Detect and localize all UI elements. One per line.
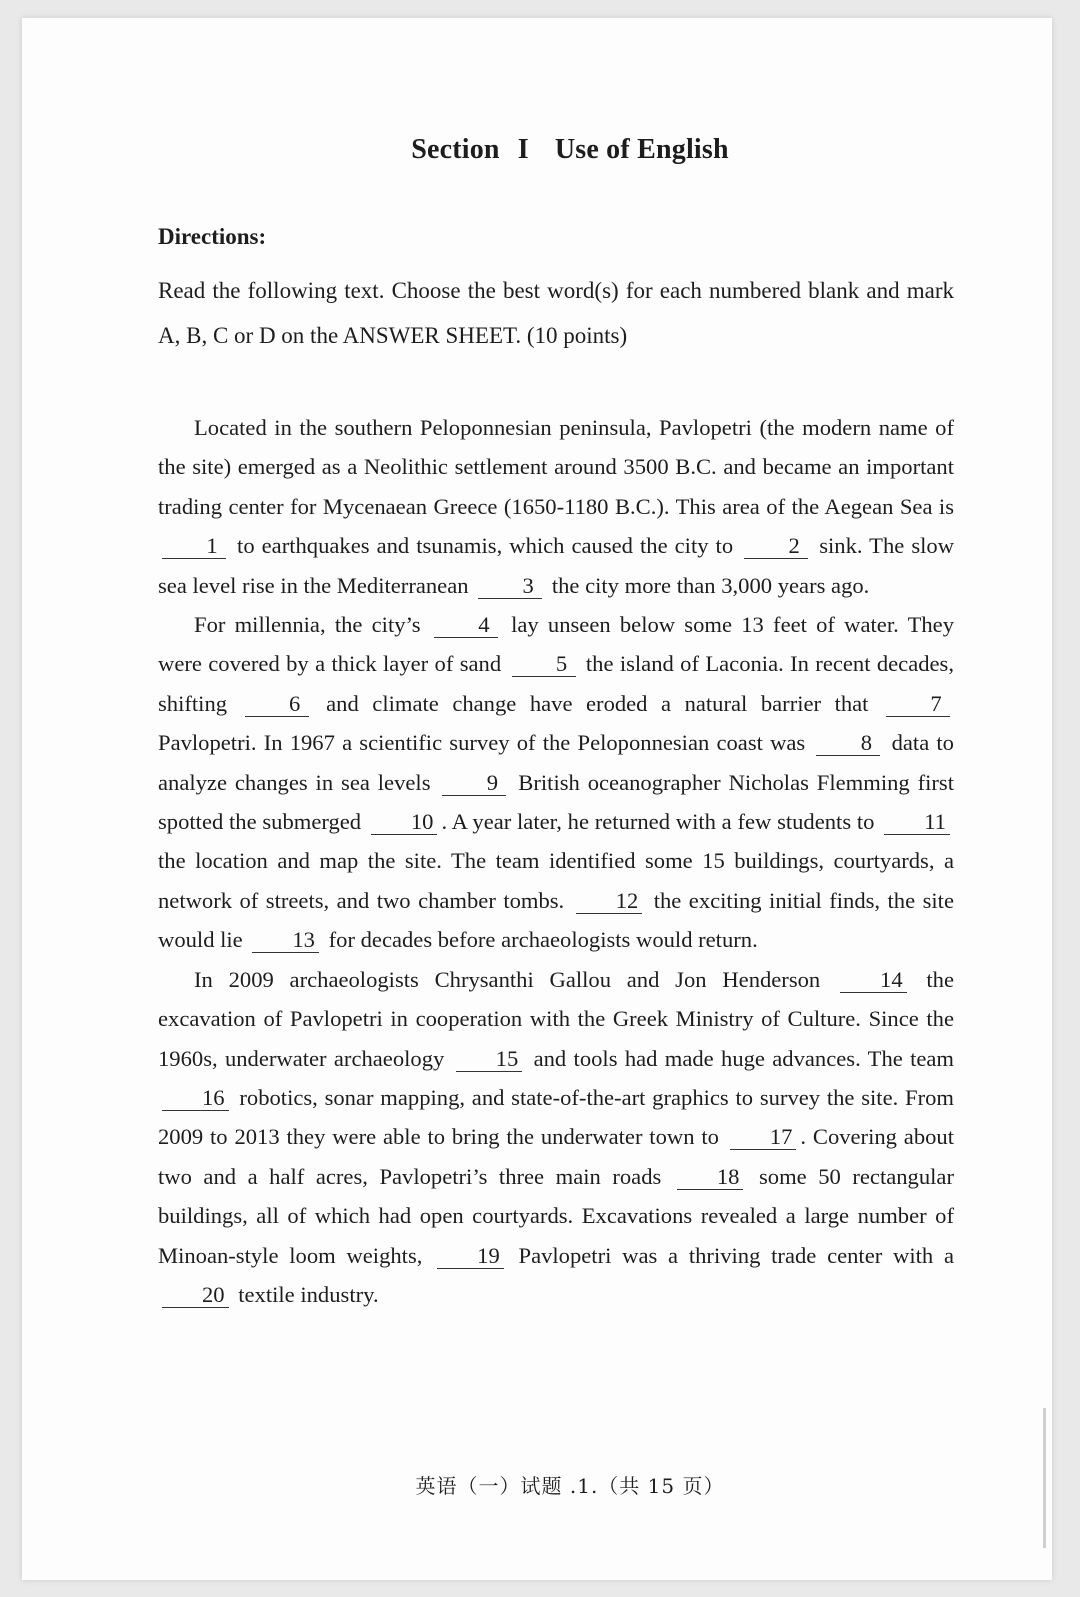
blank-14: 14 (840, 968, 907, 993)
blank-4: 4 (434, 613, 498, 638)
section-name: Use of English (554, 134, 729, 165)
paragraph-2: For millennia, the city’s 4 lay unseen below some 13 feet of water. They were covered by a thick layer of sand 5 the island of Laconia. In recent decades, shifting 6 and climate change have eroded a natural barrier that 7 Pavlopetri. In 1967 a scientific survey of the Peloponnesian coast was 8 data to analyze changes in sea levels 9 British oceanographer Nicholas Flemming first spotted the submerged 10 . A year later, he returned with a few students to 11 the location and map the site. The team identified some 15 buildings, courtyards, a network of streets, and two chamber tombs. 12 the exciting initial finds, the site would lie 13 for decades before archaeologists would return. (158, 612, 955, 953)
scan-edge-shadow (1043, 1408, 1046, 1548)
blank-12: 12 (576, 889, 643, 914)
blank-2: 2 (744, 534, 808, 559)
blank-8: 8 (816, 731, 880, 756)
directions-text: Read the following text. Choose the best word(s) for each numbered blank and mark A, B, C or D on the ANSWER SHEET. (10 points) (158, 278, 954, 348)
blank-11: 11 (884, 810, 950, 835)
blank-18: 18 (677, 1165, 744, 1190)
blank-20: 20 (162, 1283, 229, 1308)
blank-1: 1 (162, 534, 226, 559)
blank-3: 3 (478, 574, 542, 599)
blank-9: 9 (442, 771, 506, 796)
blank-15: 15 (456, 1047, 523, 1072)
section-label: Section (411, 134, 500, 165)
blank-7: 7 (886, 692, 950, 717)
blank-19: 19 (437, 1244, 504, 1269)
blank-13: 13 (252, 928, 319, 953)
directions-heading: Directions: (158, 224, 267, 249)
blank-17: 17 (730, 1125, 797, 1150)
exam-page (22, 18, 1052, 1580)
paragraph-1: Located in the southern Peloponnesian peninsula, Pavlopetri (the modern name of the site) emerged as a Neolithic settlement around 3500 B.C. and became an important trading center for Mycenaean Greece (1650-1180 B.C.). This area of the Aegean Sea is 1 to earthquakes and tsunamis, which caused the city to 2 sink. The slow sea level rise in the Mediterranean 3 the city more than 3,000 years ago. (158, 415, 955, 598)
blank-5: 5 (512, 652, 576, 677)
blank-6: 6 (245, 692, 309, 717)
page-footer: 英语（一）试题 .1.（共 15 页） (415, 1474, 725, 1498)
blank-10: 10 (371, 810, 438, 835)
blank-16: 16 (162, 1086, 229, 1111)
section-title (22, 134, 1080, 166)
paragraph-3: In 2009 archaeologists Chrysanthi Gallou and Jon Henderson 14 the excavation of Pavlopetri in cooperation with the Greek Ministry of Culture. Since the 1960s, underwater archaeology 15 and tools had made huge advances. The team 16 robotics, sonar mapping, and state-of-the-art graphics to survey the site. From 2009 to 2013 they were able to bring the underwater town to 17 . Covering about two and a half acres, Pavlopetri’s three main roads 18 some 50 rectangular buildings, all of which had open courtyards. Excavations revealed a large number of Minoan-style loom weights, 19 Pavlopetri was a thriving trade center with a 20 textile industry. (158, 966, 955, 1307)
section-roman-numeral: I (517, 134, 529, 165)
cloze-passage (158, 408, 954, 1314)
